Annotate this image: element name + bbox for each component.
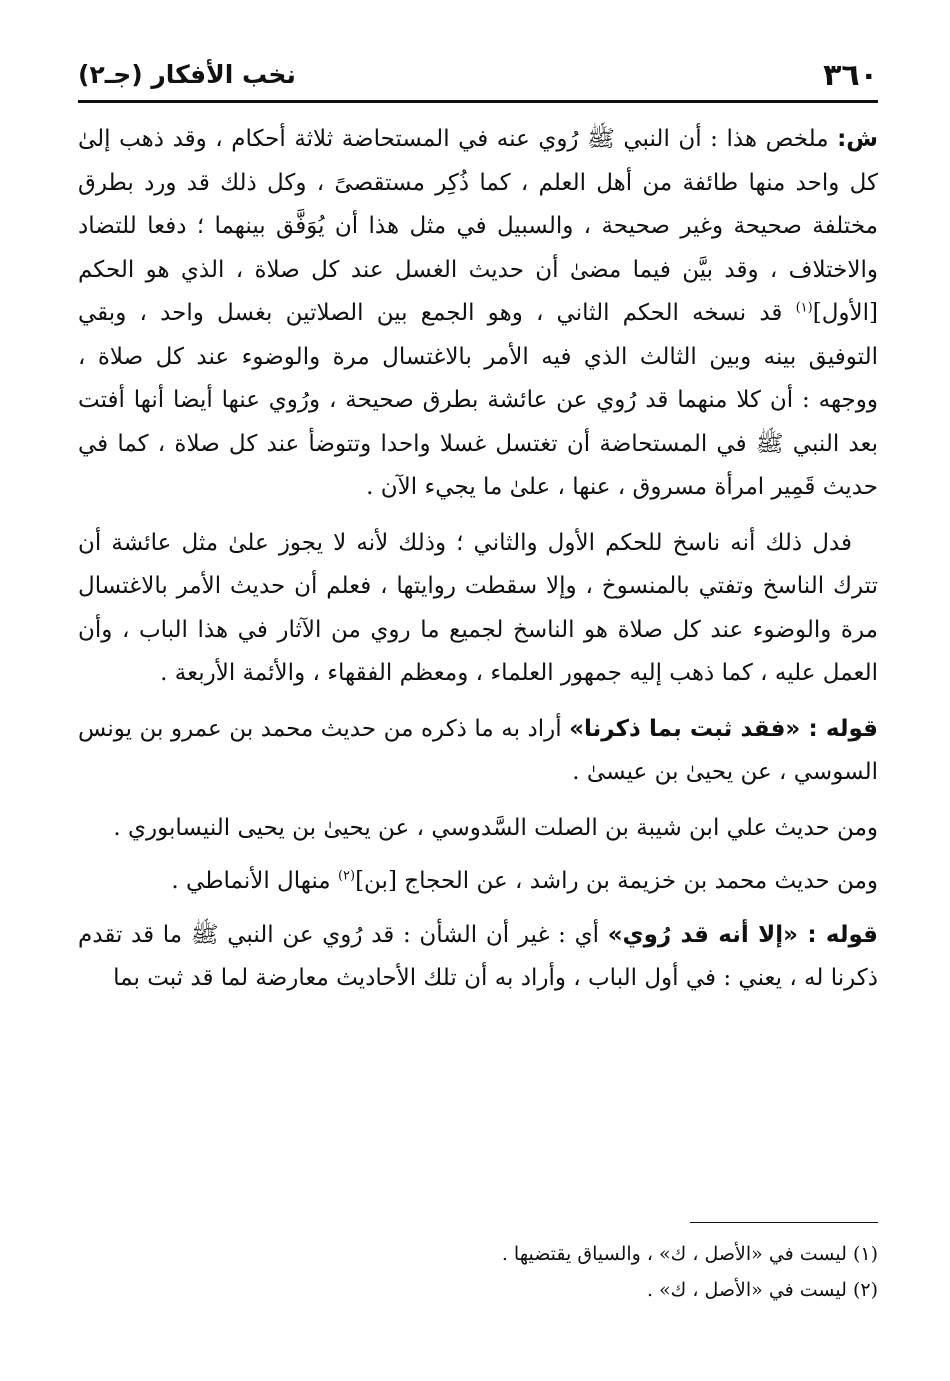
paragraph-text-cont: منهال الأنماطي .	[171, 868, 338, 894]
header-rule	[78, 100, 878, 103]
paragraph-text: فدل ذلك أنه ناسخ للحكم الأول والثاني ؛ وذلك لأنه لا يجوز علىٰ مثل عائشة أن تترك الناسخ وتفتي بالمنسوخ ، وإلا سقطت روايتها ، فعلم أن حديث الأمر بالاغتسال مرة والوضوء عند كل صلاة هو الناسخ لجميع ما روي من الآثار في هذا الباب ، وأن العمل عليه ، كما ذهب إليه جمهور العلماء ، ومعظم الفقهاء ، والأئمة الأربعة .	[78, 529, 878, 686]
paragraph-lead: قوله : «إلا أنه قد رُوي»	[607, 921, 878, 948]
paragraph-lead: قوله : «فقد ثبت بما ذكرنا»	[569, 715, 878, 742]
paragraph-text: ملخص هذا : أن النبي ﷺ رُوي عنه في المستحاضة ثلاثة أحكام ، وقد ذهب إلىٰ كل واحد منها طائفة من أهل العلم ، كما ذُكِر مستقصىً ، وكل ذلك قد ورد بطرق مختلفة صحيحة وغير صحيحة ، والسبيل في مثل هذا أن يُوَفَّق بينهما ؛ دفعا للتضاد والاختلاف ، وقد بيَّن فيما مضىٰ أن حديث الغسل عند كل صلاة ، الذي هو الحكم [الأول]	[78, 126, 878, 326]
footnote-marker-1: (١)	[795, 300, 813, 316]
paragraph-1	[78, 118, 878, 510]
main-text	[78, 118, 878, 1013]
footnote-marker-2: (٢)	[337, 868, 356, 884]
paragraph-4	[78, 807, 878, 851]
page-header	[78, 56, 878, 96]
paragraph-3	[78, 708, 878, 795]
paragraph-text: أي : غير أن الشأن : قد رُوي عن النبي ﷺ ما قد تقدم ذكرنا له ، يعني : في أول الباب ، وأراد به أن تلك الأحاديث معارضة لما قد ثبت بما	[78, 921, 878, 991]
paragraph-text: أراد به ما ذكره من حديث محمد بن عمرو بن يونس السوسي ، عن يحيىٰ بن عيسىٰ .	[78, 715, 878, 785]
paragraph-text: ومن حديث علي ابن شيبة بن الصلت السَّدوسي ، عن يحيىٰ بن يحيى النيسابوري .	[113, 814, 878, 841]
paragraph-5	[78, 860, 878, 904]
paragraph-6	[78, 914, 878, 1001]
footnote-2: (٢) ليست في «الأصل ، ك» .	[646, 1279, 878, 1301]
running-title: نخب الأفكار (جـ٢)	[78, 60, 296, 89]
page-number: ٣٦٠	[823, 58, 878, 93]
paragraph-text-cont: قد نسخه الحكم الثاني ، وهو الجمع بين الصلاتين بغسل واحد ، وبقي التوفيق بينه وبين الثالث الذي فيه الأمر بالاغتسال مرة والوضوء عند كل صلاة ، ووجهه : أن كلا منهما قد رُوي عن عائشة بطرق صحيحة ، ورُوي عنها أيضا أنها أفتت بعد النبي ﷺ في المستحاضة أن تغتسل غسلا واحدا وتتوضأ عند كل صلاة ، كما في حديث قَمِير امرأة مسروق ، عنها ، علىٰ ما يجيء الآن .	[78, 300, 878, 500]
paragraph-lead: ش:	[837, 126, 878, 152]
paragraph-2	[78, 522, 878, 696]
footnote-1: (١) ليست في «الأصل ، ك» ، والسياق يقتضيها .	[501, 1243, 878, 1265]
footnotes	[78, 1236, 878, 1308]
footnote-rule	[690, 1222, 878, 1223]
paragraph-text: ومن حديث محمد بن خزيمة بن راشد ، عن الحجاج [بن]	[355, 868, 878, 894]
